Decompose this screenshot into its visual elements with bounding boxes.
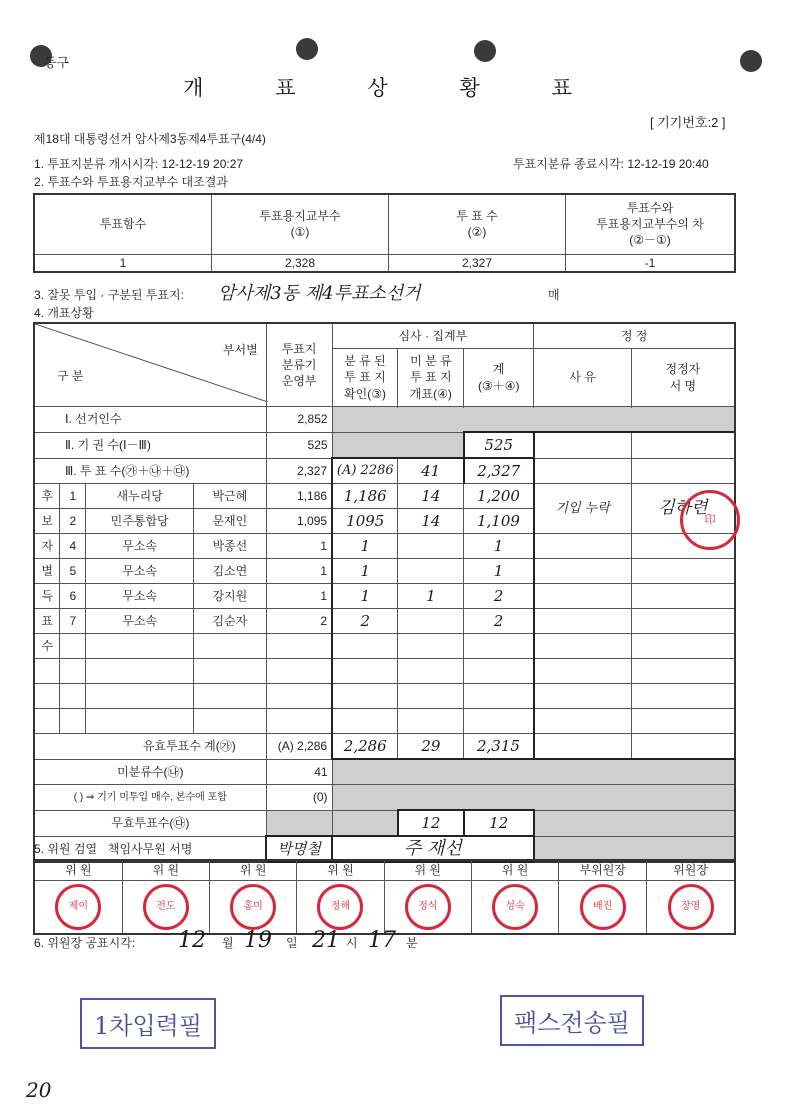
candidate-hw4 (398, 559, 464, 584)
red-seal-icon: 제이 (55, 884, 101, 930)
candidate-party: 무소속 (86, 609, 194, 634)
red-seal-icon: 홍미 (230, 884, 276, 930)
reason-cell (534, 534, 632, 559)
section1-start: 1. 투표지분류 개시시각: 12-12-19 20:27 (34, 157, 244, 171)
candidate-no: 2 (60, 509, 86, 534)
seal-cell (122, 881, 209, 935)
empty-cell (60, 659, 86, 684)
header-reason: 사 유 (534, 349, 632, 407)
candidate-party: 무소속 (86, 559, 194, 584)
row-valid-a: (A) 2,286 (266, 734, 332, 760)
section1-end: 투표지분류 종료시각: 12-12-19 20:40 (513, 157, 709, 171)
row-machine-label: ( ) ⇒ 기기 미투입 매수, 본수에 포함 (34, 785, 266, 811)
section5-label: 5. 위원 검열 (34, 842, 98, 856)
candidate-party: 무소속 (86, 534, 194, 559)
empty-cell (34, 659, 60, 684)
header-difference: 투표수와 투표용지교부수의 차 (②－①) (566, 194, 736, 254)
candidate-name: 강지원 (193, 584, 266, 609)
correction-reason: 기입 누락 (534, 484, 632, 534)
empty-cell (534, 634, 632, 659)
empty-cell (332, 634, 398, 659)
row-valid-sum: 2,315 (464, 734, 534, 760)
stamp-first-input: 1차입력필 (80, 998, 216, 1049)
candidate-hw3: 1 (332, 584, 398, 609)
header-votes: 투 표 수 (②) (389, 194, 566, 254)
empty-cell (631, 709, 735, 734)
seal-cell (210, 881, 297, 935)
empty-cell (332, 659, 398, 684)
empty-cell (34, 684, 60, 709)
seal-cell (384, 881, 471, 935)
row-invalid-gray (534, 810, 735, 836)
row-invalid-sum: 12 (464, 810, 534, 836)
punch-hole-center-left (296, 38, 318, 60)
row-invalid-hw4: 12 (398, 810, 464, 836)
header-busubyeol: 부서별 (222, 343, 258, 357)
section6-label: 6. 위원장 공표시각: (34, 936, 136, 950)
candidate-party: 새누리당 (86, 484, 194, 509)
empty-cell (266, 709, 332, 734)
candidate-a: 1 (266, 584, 332, 609)
red-seal-icon: 정해 (317, 884, 363, 930)
header-sorter: 투표지 분류기 운영부 (266, 323, 332, 407)
row-unclassified-a: 41 (266, 759, 332, 785)
candidate-sum: 1 (464, 559, 534, 584)
candidate-a: 1 (266, 559, 332, 584)
header-simsa: 심사 · 집계부 (332, 323, 534, 349)
candidate-row (34, 609, 735, 634)
candidate-name: 김순자 (193, 609, 266, 634)
row-abstain-label: Ⅱ. 기 권 수(Ⅰ－Ⅲ) (34, 432, 266, 458)
signer-cell (631, 584, 735, 609)
reason-cell (534, 559, 632, 584)
empty-cell (534, 684, 632, 709)
header-issued: 투표용지교부수 (①) (212, 194, 389, 254)
candidate-sum: 2 (464, 609, 534, 634)
candidate-row-empty (34, 709, 735, 734)
role-label: 부위원장 (559, 860, 647, 881)
candidate-row (34, 584, 735, 609)
seal-cell (647, 881, 735, 935)
empty-cell (534, 709, 632, 734)
row-votes-reason (534, 458, 632, 484)
row-votes-a: 2,327 (266, 458, 332, 484)
candidate-no: 1 (60, 484, 86, 509)
empty-cell (34, 709, 60, 734)
candidate-sum: 1,200 (464, 484, 534, 509)
empty-cell (464, 659, 534, 684)
empty-cell (60, 684, 86, 709)
row-valid-label: 유효투표수 계(㉮) (34, 734, 266, 760)
role-label: 위 원 (297, 860, 384, 881)
section6-month: 12 (178, 928, 206, 953)
candidate-no: 4 (60, 534, 86, 559)
row-abstain-signer (631, 432, 735, 458)
corner-text: 동구 (44, 55, 70, 70)
candidate-row (34, 559, 735, 584)
candidate-no: 7 (60, 609, 86, 634)
section6-day: 19 (244, 928, 272, 953)
empty-cell (332, 709, 398, 734)
candidate-row (34, 484, 735, 509)
candidate-hw4: 14 (398, 509, 464, 534)
candidate-row (34, 534, 735, 559)
empty-cell (266, 684, 332, 709)
correction-signer: 김하련 (631, 484, 735, 534)
section2-label: 2. 투표수와 투표용지교부수 대조결과 (34, 175, 228, 189)
empty-cell (266, 634, 332, 659)
empty-cell (193, 709, 266, 734)
candidate-hw4 (398, 609, 464, 634)
candidate-party: 무소속 (86, 584, 194, 609)
seal-cell (34, 881, 122, 935)
candidate-a: 1 (266, 534, 332, 559)
row-unclassified-gray (332, 759, 735, 785)
section3-label: 3. 잘못 투입 · 구분된 투표지: (34, 288, 184, 302)
side-label: 표 (34, 609, 60, 634)
header-unclassified: 미 분 류 투 표 지 개표(④) (398, 349, 464, 407)
side-label: 수 (34, 634, 60, 659)
empty-cell (464, 709, 534, 734)
count-table (33, 322, 736, 863)
role-label: 위 원 (210, 860, 297, 881)
empty-cell (631, 634, 735, 659)
empty-cell (398, 684, 464, 709)
row-votes-label: Ⅲ. 투 표 수(㉮＋㉯＋㉰) (34, 458, 266, 484)
candidate-a: 1,186 (266, 484, 332, 509)
candidate-hw3: 1 (332, 534, 398, 559)
role-label: 위 원 (384, 860, 471, 881)
empty-cell (86, 684, 194, 709)
row-sign-label: 책임사무원 서명 (34, 836, 266, 862)
role-label: 위원장 (647, 860, 735, 881)
empty-cell (464, 634, 534, 659)
seal-cell (559, 881, 647, 935)
section6-hour: 21 (312, 928, 340, 953)
empty-cell (534, 659, 632, 684)
comparison-table (33, 193, 736, 273)
machine-number: [ 기기번호:2 ] (650, 115, 726, 130)
row-abstain-gray (332, 432, 464, 458)
correction-seal-icon: 印 (680, 490, 740, 550)
row-voters-a: 2,852 (266, 407, 332, 433)
header-signer: 정정자 서 명 (631, 349, 735, 407)
row-invalid-label: 무효투표수(㉰) (34, 810, 266, 836)
reason-cell (534, 584, 632, 609)
candidate-hw3: 1,186 (332, 484, 398, 509)
punch-hole-center-right (474, 40, 496, 62)
section6-month-unit: 월 (222, 936, 234, 950)
candidate-name: 문재인 (193, 509, 266, 534)
header-correction: 정 정 (534, 323, 735, 349)
empty-cell (631, 659, 735, 684)
candidate-hw3: 2 (332, 609, 398, 634)
header-ballot-box: 투표함수 (34, 194, 212, 254)
row-machine-a: (0) (266, 785, 332, 811)
row-voters-label: Ⅰ. 선거인수 (34, 407, 266, 433)
empty-cell (631, 684, 735, 709)
role-label: 위 원 (34, 860, 122, 881)
empty-cell (398, 634, 464, 659)
candidate-hw4: 1 (398, 584, 464, 609)
empty-cell (193, 684, 266, 709)
signer-cell (631, 609, 735, 634)
row-votes-hw4: 41 (398, 458, 464, 484)
seal-cell (471, 881, 558, 935)
empty-cell (60, 634, 86, 659)
row-invalid-gray-a (266, 810, 332, 836)
row-valid-hw4: 29 (398, 734, 464, 760)
empty-cell (332, 684, 398, 709)
candidate-hw4: 14 (398, 484, 464, 509)
row-valid-reason (534, 734, 632, 760)
row-abstain-reason (534, 432, 632, 458)
row-abstain-sum: 525 (464, 432, 534, 458)
row-votes-sum: 2,327 (464, 458, 534, 484)
candidate-name: 박근혜 (193, 484, 266, 509)
value-issued: 2,328 (212, 254, 389, 272)
red-seal-icon: 배진 (580, 884, 626, 930)
role-label: 위 원 (471, 860, 558, 881)
seal-cell (297, 881, 384, 935)
candidate-name: 박종선 (193, 534, 266, 559)
red-seal-icon: 성숙 (492, 884, 538, 930)
row-sign-hw-a: 박명철 (266, 836, 332, 862)
empty-cell (86, 709, 194, 734)
punch-hole-right (740, 50, 762, 72)
diagonal-line (35, 324, 268, 402)
role-label: 위 원 (122, 860, 209, 881)
candidate-sum: 1 (464, 534, 534, 559)
value-votes: 2,327 (389, 254, 566, 272)
candidate-row-empty (34, 634, 735, 659)
candidate-no: 6 (60, 584, 86, 609)
row-valid-hw3: 2,286 (332, 734, 398, 760)
candidate-sum: 1,109 (464, 509, 534, 534)
red-seal-icon: 장영 (668, 884, 714, 930)
empty-cell (193, 634, 266, 659)
reason-cell (534, 609, 632, 634)
row-sign-hw-b: 주 재선 (332, 836, 534, 862)
candidate-hw3: 1 (332, 559, 398, 584)
value-ballot-box: 1 (34, 254, 212, 272)
red-seal-icon: 전도 (143, 884, 189, 930)
side-label: 후 (34, 484, 60, 509)
empty-cell (464, 684, 534, 709)
inspection-table (33, 859, 736, 935)
row-votes-hw3: (A) 2286 (332, 458, 398, 484)
section3-unit: 매 (548, 288, 560, 302)
header-diagonal (34, 323, 266, 407)
empty-cell (193, 659, 266, 684)
section6-minute-unit: 분 (406, 936, 418, 950)
row-votes-signer (631, 458, 735, 484)
header-classified: 분 류 된 투 표 지 확인(③) (332, 349, 398, 407)
empty-cell (398, 659, 464, 684)
candidate-row-empty (34, 684, 735, 709)
empty-cell (398, 709, 464, 734)
signer-cell (631, 559, 735, 584)
side-label: 보 (34, 509, 60, 534)
side-label: 별 (34, 559, 60, 584)
page-title: 개 표 상 황 표 (183, 77, 605, 100)
section6-hour-unit: 시 (346, 936, 358, 950)
row-voters-gray (332, 407, 735, 433)
candidate-a: 1,095 (266, 509, 332, 534)
stamp-fax-sent: 팩스전송필 (500, 995, 644, 1046)
side-label: 득 (34, 584, 60, 609)
section4-label: 4. 개표상황 (34, 306, 94, 320)
value-difference: -1 (566, 254, 736, 272)
section6-minute: 17 (368, 928, 396, 953)
row-unclassified-label: 미분류수(㉯) (34, 759, 266, 785)
red-seal-icon: 정식 (405, 884, 451, 930)
row-invalid-gray-3 (332, 810, 398, 836)
candidate-sum: 2 (464, 584, 534, 609)
header-sum: 계 (③＋④) (464, 349, 534, 407)
candidate-hw4 (398, 534, 464, 559)
row-machine-gray (332, 785, 735, 811)
candidate-party: 민주통합당 (86, 509, 194, 534)
candidate-name: 김소연 (193, 559, 266, 584)
section3-handwritten: 암사제3동 제4투표소선거 (218, 283, 421, 304)
section6-day-unit: 일 (286, 936, 298, 950)
row-valid-signer (631, 734, 735, 760)
page-number: 20 (26, 1078, 52, 1102)
empty-cell (86, 659, 194, 684)
candidate-hw3: 1095 (332, 509, 398, 534)
row-abstain-a: 525 (266, 432, 332, 458)
empty-cell (266, 659, 332, 684)
side-label: 자 (34, 534, 60, 559)
empty-cell (60, 709, 86, 734)
candidate-no: 5 (60, 559, 86, 584)
header-gubun: 구 분 (57, 369, 84, 383)
election-line: 제18대 대통령선거 암사제3동제4투표구(4/4) (34, 132, 266, 146)
empty-cell (86, 634, 194, 659)
candidate-row-empty (34, 659, 735, 684)
candidate-a: 2 (266, 609, 332, 634)
